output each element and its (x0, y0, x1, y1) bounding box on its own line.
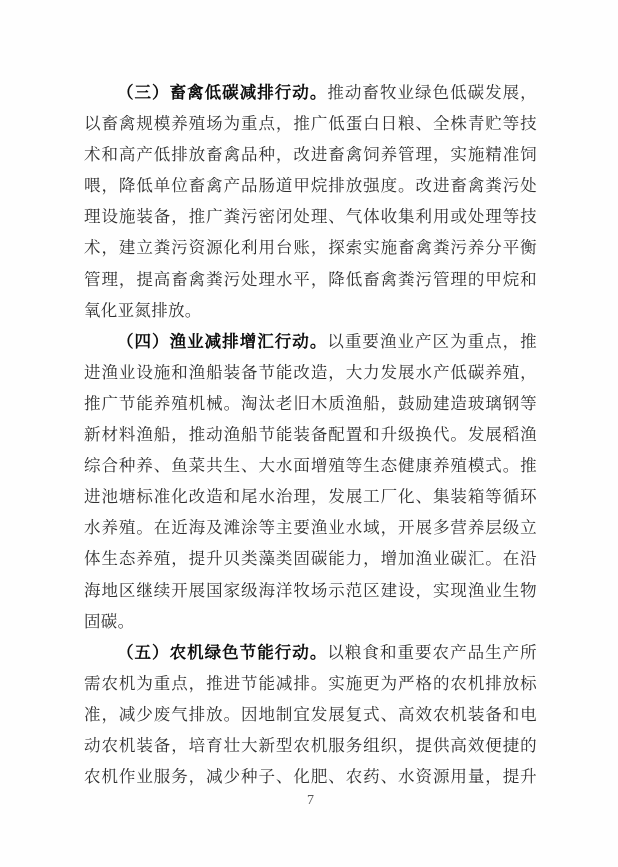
line-text: 以粮食和重要农产品生产所 (327, 642, 537, 662)
text-line (84, 637, 537, 668)
section-heading: （四）渔业减排增汇行动。 (117, 331, 328, 351)
text-line: 理设施装备，推广粪污密闭处理、气体收集利用或处理等技 (84, 207, 537, 227)
paragraph (84, 637, 537, 792)
text-line: 体生态养殖，提升贝类藻类固碳能力，增加渔业碳汇。在沿 (84, 549, 537, 569)
document-body (84, 77, 537, 792)
text-line (84, 326, 537, 357)
text-line: 管理，提高畜禽粪污处理水平，降低畜禽粪污管理的甲烷和 (84, 269, 537, 289)
text-line: 氧化亚氮排放。 (84, 300, 202, 320)
text-line: 农机作业服务，减少种子、化肥、农药、水资源用量，提升 (84, 767, 537, 787)
text-line: 准，减少废气排放。因地制宜发展复式、高效农机装备和电 (84, 704, 537, 724)
text-line: 需农机为重点，推进节能减排。实施更为严格的农机排放标 (84, 673, 537, 693)
section-heading: （五）农机绿色节能行动。 (117, 642, 328, 662)
text-line: 动农机装备，培育壮大新型农机服务组织，提供高效便捷的 (84, 735, 537, 755)
section-heading: （三）畜禽低碳减排行动。 (117, 83, 328, 102)
text-line: 水养殖。在近海及滩涂等主要渔业水域，开展多营养层级立 (84, 518, 537, 538)
text-line: 进渔业设施和渔船装备节能改造，大力发展水产低碳养殖， (84, 362, 537, 382)
text-line: 进池塘标准化改造和尾水治理，发展工厂化、集装箱等循环 (84, 487, 537, 507)
paragraph (84, 77, 537, 326)
text-line: 术和高产低排放畜禽品种，改进畜禽饲养管理，实施精准饲 (84, 145, 537, 165)
text-line: 综合种养、鱼菜共生、大水面增殖等生态健康养殖模式。推 (84, 456, 537, 476)
line-text: 以重要渔业产区为重点，推 (327, 331, 537, 351)
text-line (84, 77, 537, 108)
text-line: 推广节能养殖机械。淘汰老旧木质渔船，鼓励建造玻璃钢等 (84, 393, 537, 413)
text-line: 喂，降低单位畜禽产品肠道甲烷排放强度。改进畜禽粪污处 (84, 176, 537, 196)
line-text: 推动畜牧业绿色低碳发展， (327, 83, 537, 102)
page-number: 7 (307, 793, 314, 808)
text-line: 海地区继续开展国家级海洋牧场示范区建设，实现渔业生物 (84, 580, 537, 600)
paragraph (84, 326, 537, 637)
text-line: 以畜禽规模养殖场为重点，推广低蛋白日粮、全株青贮等技 (84, 114, 537, 134)
text-line: 术，建立粪污资源化利用台账，探索实施畜禽粪污养分平衡 (84, 238, 537, 258)
text-line: 固碳。 (84, 611, 135, 631)
text-line: 新材料渔船，推动渔船节能装备配置和升级换代。发展稻渔 (84, 425, 537, 445)
